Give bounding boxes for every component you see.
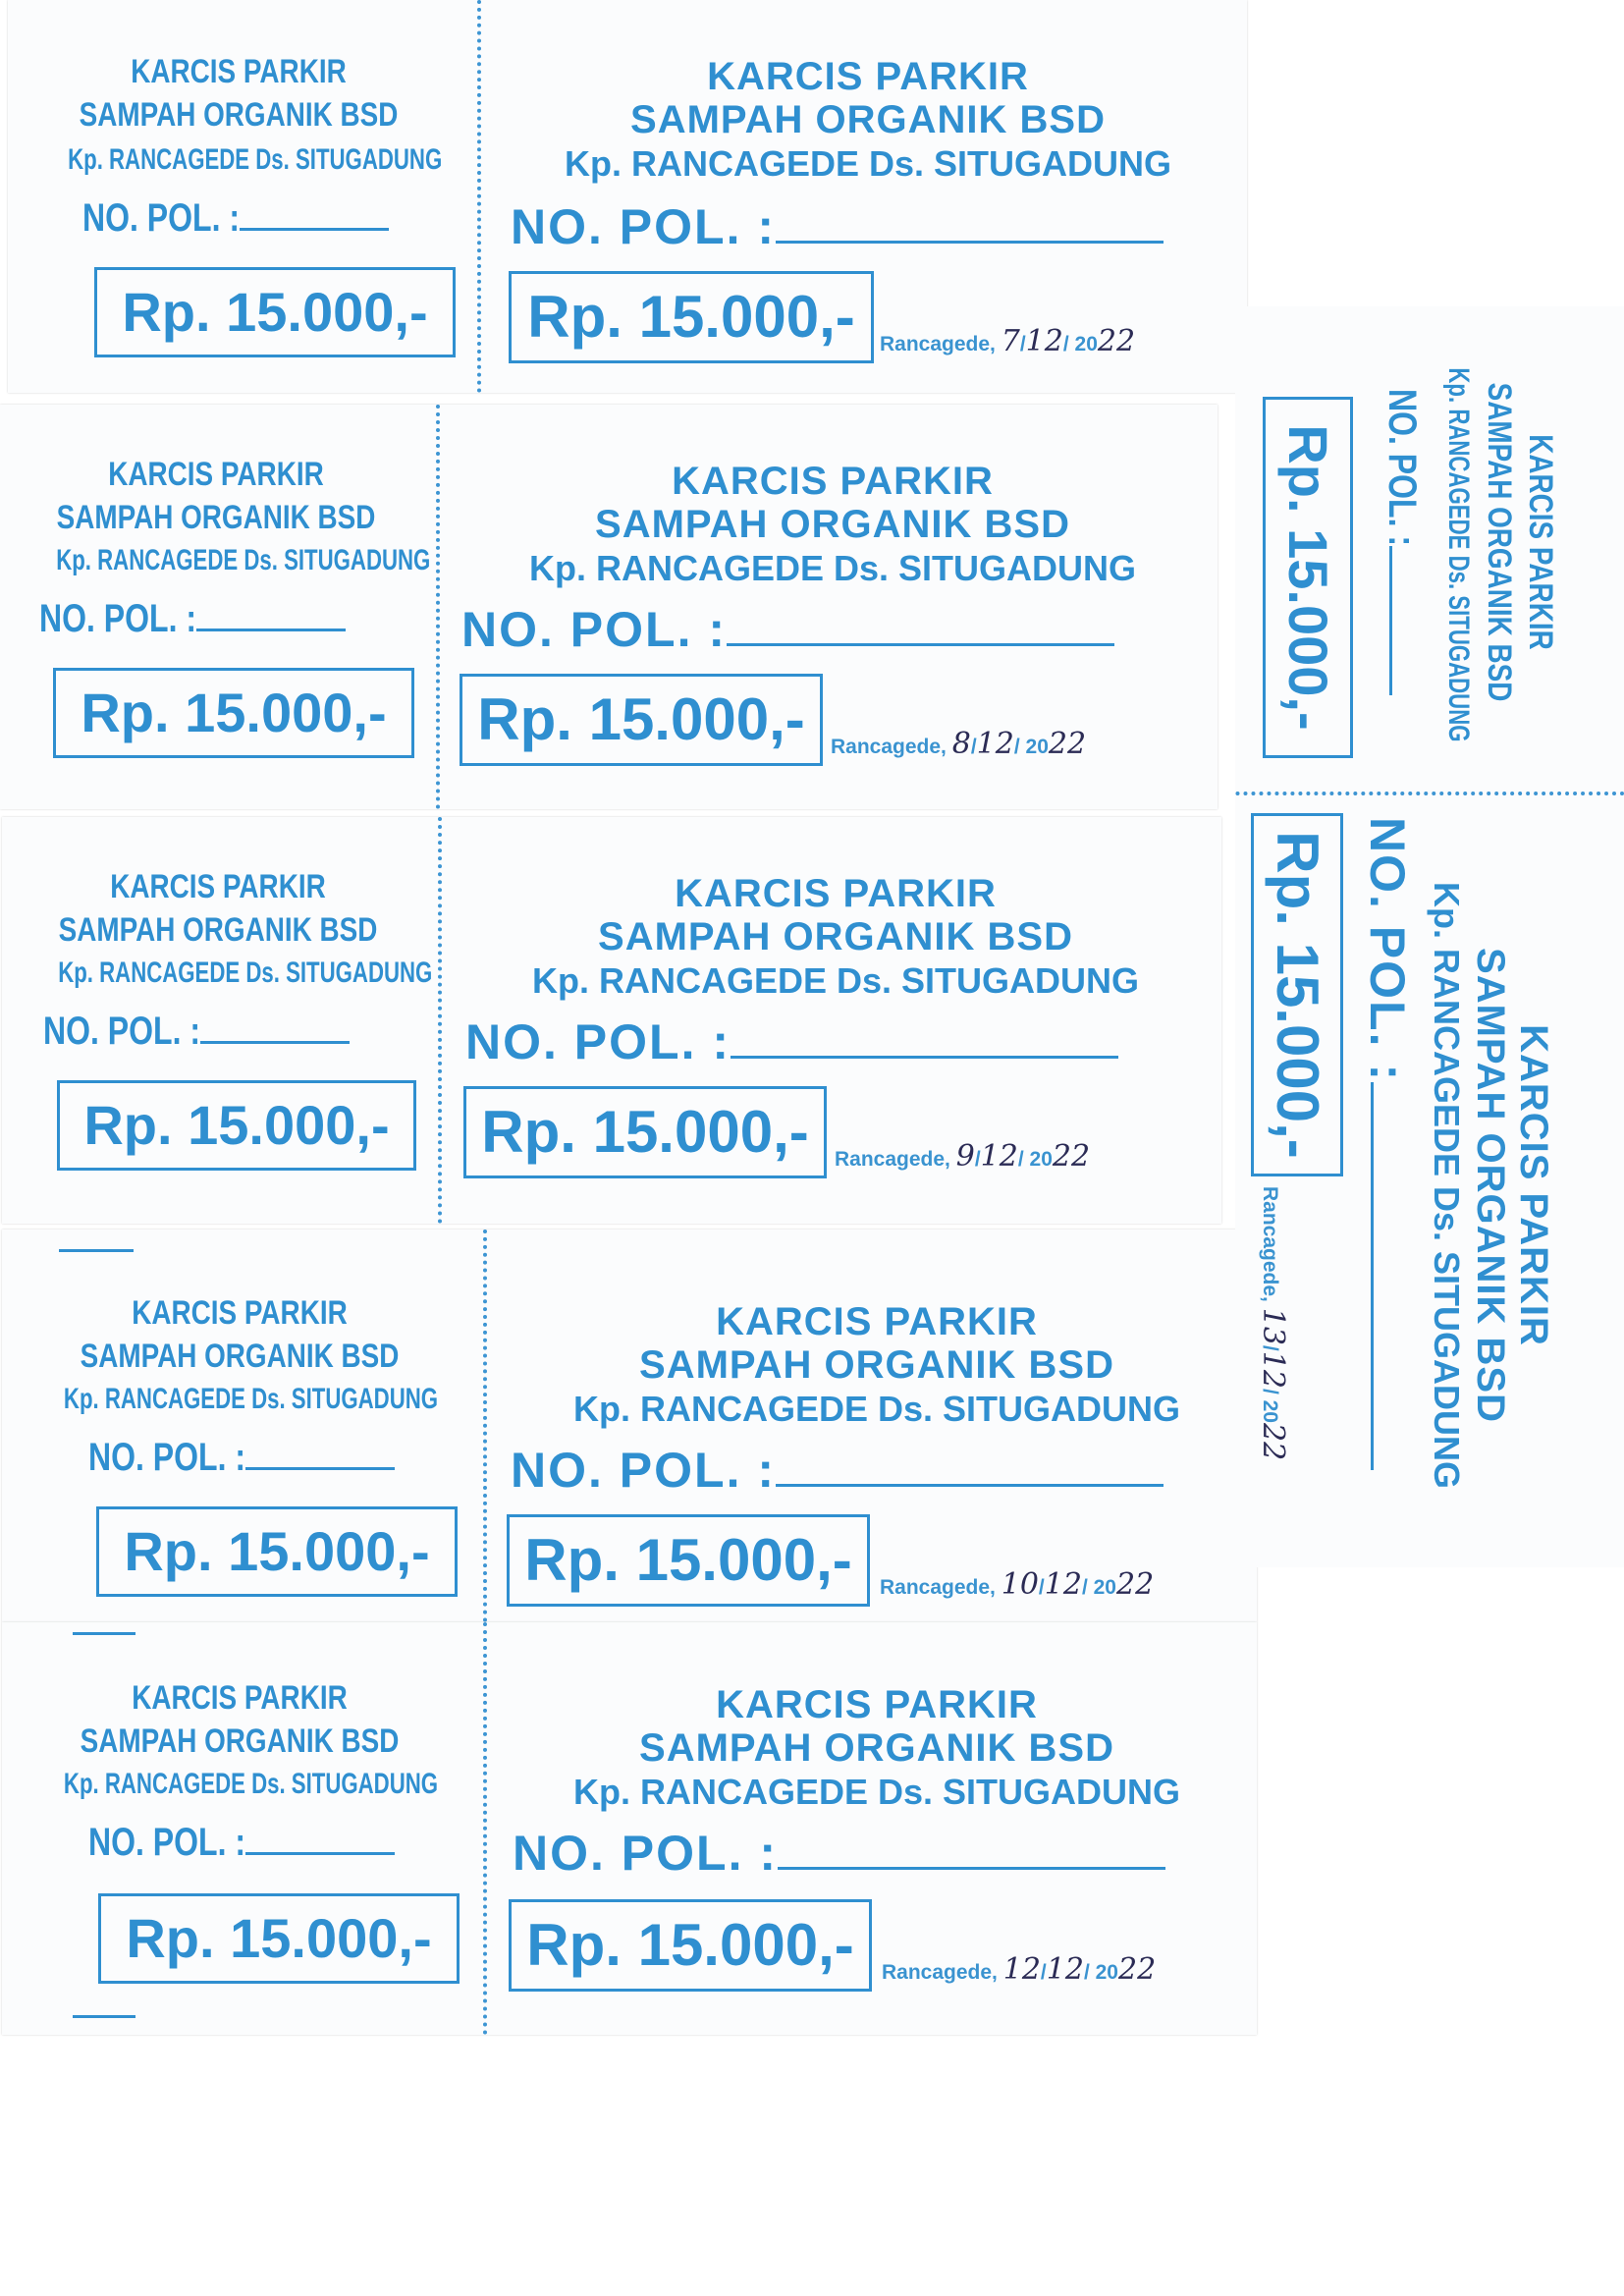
stub-price-box: Rp. 15.000,- [1263,397,1353,758]
main-price-box: Rp. 15.000,- [509,1899,872,1992]
ticket-main [489,0,1247,393]
date-place-label: Rancagede, [882,1961,998,1984]
stub-address: Kp. RANCAGEDE Ds. SITUGADUNG [63,1768,439,1800]
ticket-stub [8,0,469,393]
stub-no-pol-label: NO. POL. : [82,196,240,240]
main-org: SAMPAH ORGANIK BSD [630,98,1106,141]
main-title: KARCIS PARKIR [1512,1024,1555,1346]
date-month: 12 [976,727,1014,761]
stub-title: KARCIS PARKIR [131,53,347,90]
stub-no-pol [43,1010,350,1054]
date-year-suffix: 22 [1115,1567,1155,1602]
stub-price-box: Rp. 15.000,- [57,1080,416,1171]
main-title: KARCIS PARKIR [716,1683,1038,1726]
no-pol-blank [196,629,346,631]
date-year-suffix: 22 [1256,1422,1290,1461]
date-year-suffix: 22 [1048,727,1087,761]
main-address: Kp. RANCAGEDE Ds. SITUGADUNG [572,1772,1181,1812]
main-no-pol-label: NO. POL. : [1360,817,1415,1082]
main-no-pol [511,1442,1164,1499]
stub-org: SAMPAH ORGANIK BSD [58,911,378,949]
stub-price-box: Rp. 15.000,- [98,1893,460,1984]
stub-address: Kp. RANCAGEDE Ds. SITUGADUNG [63,1383,439,1415]
issue-date: Rancagede, 7/12/ 2022 [880,324,1136,358]
stub-org: SAMPAH ORGANIK BSD [80,1722,400,1760]
main-no-pol-label: NO. POL. : [511,1443,776,1498]
main-address: Kp. RANCAGEDE Ds. SITUGADUNG [1427,881,1467,1490]
issue-date: Rancagede, 10/12/ 2022 [880,1567,1155,1602]
stub-title: KARCIS PARKIR [132,1679,348,1717]
main-price-box: Rp. 15.000,- [460,674,823,766]
main-no-pol [511,198,1164,255]
stub-title: KARCIS PARKIR [1522,434,1559,650]
date-day: 7 [1001,324,1020,358]
main-title: KARCIS PARKIR [675,872,997,915]
ticket-main [448,405,1218,809]
no-pol-blank [778,1867,1165,1870]
main-price-box: Rp. 15.000,- [509,271,874,363]
no-pol-blank [245,1467,395,1470]
date-year-prefix: 20 [1029,1148,1053,1171]
stub-edge-mark [73,2015,135,2018]
ticket-main [497,1230,1257,1622]
main-no-pol [461,601,1114,658]
stub-org: SAMPAH ORGANIK BSD [1481,382,1518,702]
date-year-prefix: 20 [1095,1961,1118,1984]
stub-title: KARCIS PARKIR [110,868,326,905]
perforation-line [1235,792,1624,795]
rotated-ticket [1235,306,1624,1567]
no-pol-blank [776,241,1164,244]
date-place-label: Rancagede, [831,736,947,758]
ticket-stub [1235,306,1624,778]
main-title: KARCIS PARKIR [707,55,1029,98]
main-org: SAMPAH ORGANIK BSD [639,1343,1114,1387]
main-price-box: Rp. 15.000,- [507,1514,870,1607]
main-address: Kp. RANCAGEDE Ds. SITUGADUNG [572,1389,1181,1429]
stub-price-box: Rp. 15.000,- [94,267,456,357]
date-month: 12 [1046,1952,1084,1987]
main-org: SAMPAH ORGANIK BSD [1469,948,1512,1423]
main-no-pol-label: NO. POL. : [461,602,727,657]
stub-price-box: Rp. 15.000,- [96,1506,458,1597]
date-place-label: Rancagede, [880,333,996,355]
stub-no-pol-label: NO. POL. : [39,597,196,640]
no-pol-blank [1389,546,1392,695]
stub-no-pol-label: NO. POL. : [88,1821,245,1864]
ticket-stub [2,1230,477,1622]
ticket-main [1235,803,1624,1567]
main-price-box: Rp. 15.000,- [1251,813,1343,1176]
stub-address: Kp. RANCAGEDE Ds. SITUGADUNG [58,957,433,989]
date-year-prefix: 20 [1093,1576,1116,1599]
main-org: SAMPAH ORGANIK BSD [598,915,1073,958]
date-place-label: Rancagede, [835,1148,950,1171]
parking-ticket-2 [0,405,1218,809]
ticket-stub [2,817,434,1224]
date-month: 12 [1256,1350,1290,1389]
stub-no-pol [88,1436,395,1480]
issue-date: Rancagede, 13/12/ 2022 [1256,1186,1290,1461]
ticket-main [497,1622,1257,2035]
main-org: SAMPAH ORGANIK BSD [595,503,1070,546]
date-month: 12 [980,1139,1018,1174]
main-no-pol-label: NO. POL. : [511,199,776,254]
stub-no-pol [1380,389,1424,695]
stub-title: KARCIS PARKIR [108,456,324,493]
perforation-line [436,405,440,809]
main-no-pol-label: NO. POL. : [513,1826,778,1881]
stub-no-pol-label: NO. POL. : [88,1436,245,1479]
date-year-prefix: 20 [1074,333,1098,355]
stub-address: Kp. RANCAGEDE Ds. SITUGADUNG [68,143,443,176]
date-month: 12 [1044,1567,1082,1602]
perforation-line [483,1230,487,1622]
ticket-stub [2,1622,477,2035]
main-no-pol [513,1825,1165,1882]
stub-no-pol [39,597,346,641]
stub-no-pol [88,1821,395,1865]
date-place-label: Rancagede, [880,1576,996,1599]
stub-title: KARCIS PARKIR [132,1294,348,1332]
main-address: Kp. RANCAGEDE Ds. SITUGADUNG [564,143,1172,184]
issue-date: Rancagede, 8/12/ 2022 [831,727,1087,761]
perforation-line [477,0,481,393]
date-year-suffix: 22 [1117,1952,1157,1987]
date-day: 13 [1256,1307,1290,1345]
date-month: 12 [1025,324,1063,358]
main-no-pol-label: NO. POL. : [465,1014,731,1069]
issue-date: Rancagede, 12/12/ 2022 [882,1952,1157,1987]
date-year-suffix: 22 [1097,324,1136,358]
main-org: SAMPAH ORGANIK BSD [639,1726,1114,1770]
date-day: 9 [955,1139,975,1174]
parking-ticket-3 [2,817,1221,1224]
perforation-line [483,1622,487,2035]
date-day: 12 [1002,1952,1041,1987]
main-address: Kp. RANCAGEDE Ds. SITUGADUNG [531,960,1140,1001]
stub-edge-mark [59,1249,134,1252]
no-pol-blank [240,228,389,231]
perforation-line [438,817,442,1224]
no-pol-blank [727,643,1114,646]
ticket-main [450,817,1221,1224]
parking-ticket-4 [2,1230,1257,1622]
no-pol-blank [1371,1082,1374,1470]
stub-address: Kp. RANCAGEDE Ds. SITUGADUNG [56,544,431,576]
stub-org: SAMPAH ORGANIK BSD [80,1338,400,1375]
issue-date: Rancagede, 9/12/ 2022 [835,1139,1091,1174]
ticket-stub [0,405,432,809]
stub-org: SAMPAH ORGANIK BSD [56,499,376,536]
no-pol-blank [200,1041,350,1044]
no-pol-blank [245,1852,395,1855]
date-year-prefix: 20 [1025,736,1049,758]
date-year-suffix: 22 [1052,1139,1091,1174]
parking-ticket-5 [2,1622,1257,2035]
date-day: 8 [951,727,971,761]
main-title: KARCIS PARKIR [716,1300,1038,1343]
date-place-label: Rancagede, [1259,1186,1281,1302]
no-pol-blank [776,1484,1164,1487]
stub-no-pol [82,196,389,241]
no-pol-blank [731,1056,1118,1059]
date-day: 10 [1001,1567,1039,1602]
stub-edge-mark [73,1632,135,1635]
main-price-box: Rp. 15.000,- [463,1086,827,1178]
stub-org: SAMPAH ORGANIK BSD [79,96,399,134]
stub-price-box: Rp. 15.000,- [53,668,414,758]
stub-no-pol-label: NO. POL. : [1380,389,1424,546]
main-no-pol [465,1013,1118,1070]
parking-ticket-6 [1235,306,1624,1567]
date-year-prefix: 20 [1259,1399,1281,1423]
main-title: KARCIS PARKIR [672,460,994,503]
main-address: Kp. RANCAGEDE Ds. SITUGADUNG [528,548,1137,588]
stub-no-pol-label: NO. POL. : [43,1010,200,1053]
stub-address: Kp. RANCAGEDE Ds. SITUGADUNG [1442,367,1475,742]
parking-ticket-1 [8,0,1247,393]
main-no-pol [1359,817,1416,1470]
